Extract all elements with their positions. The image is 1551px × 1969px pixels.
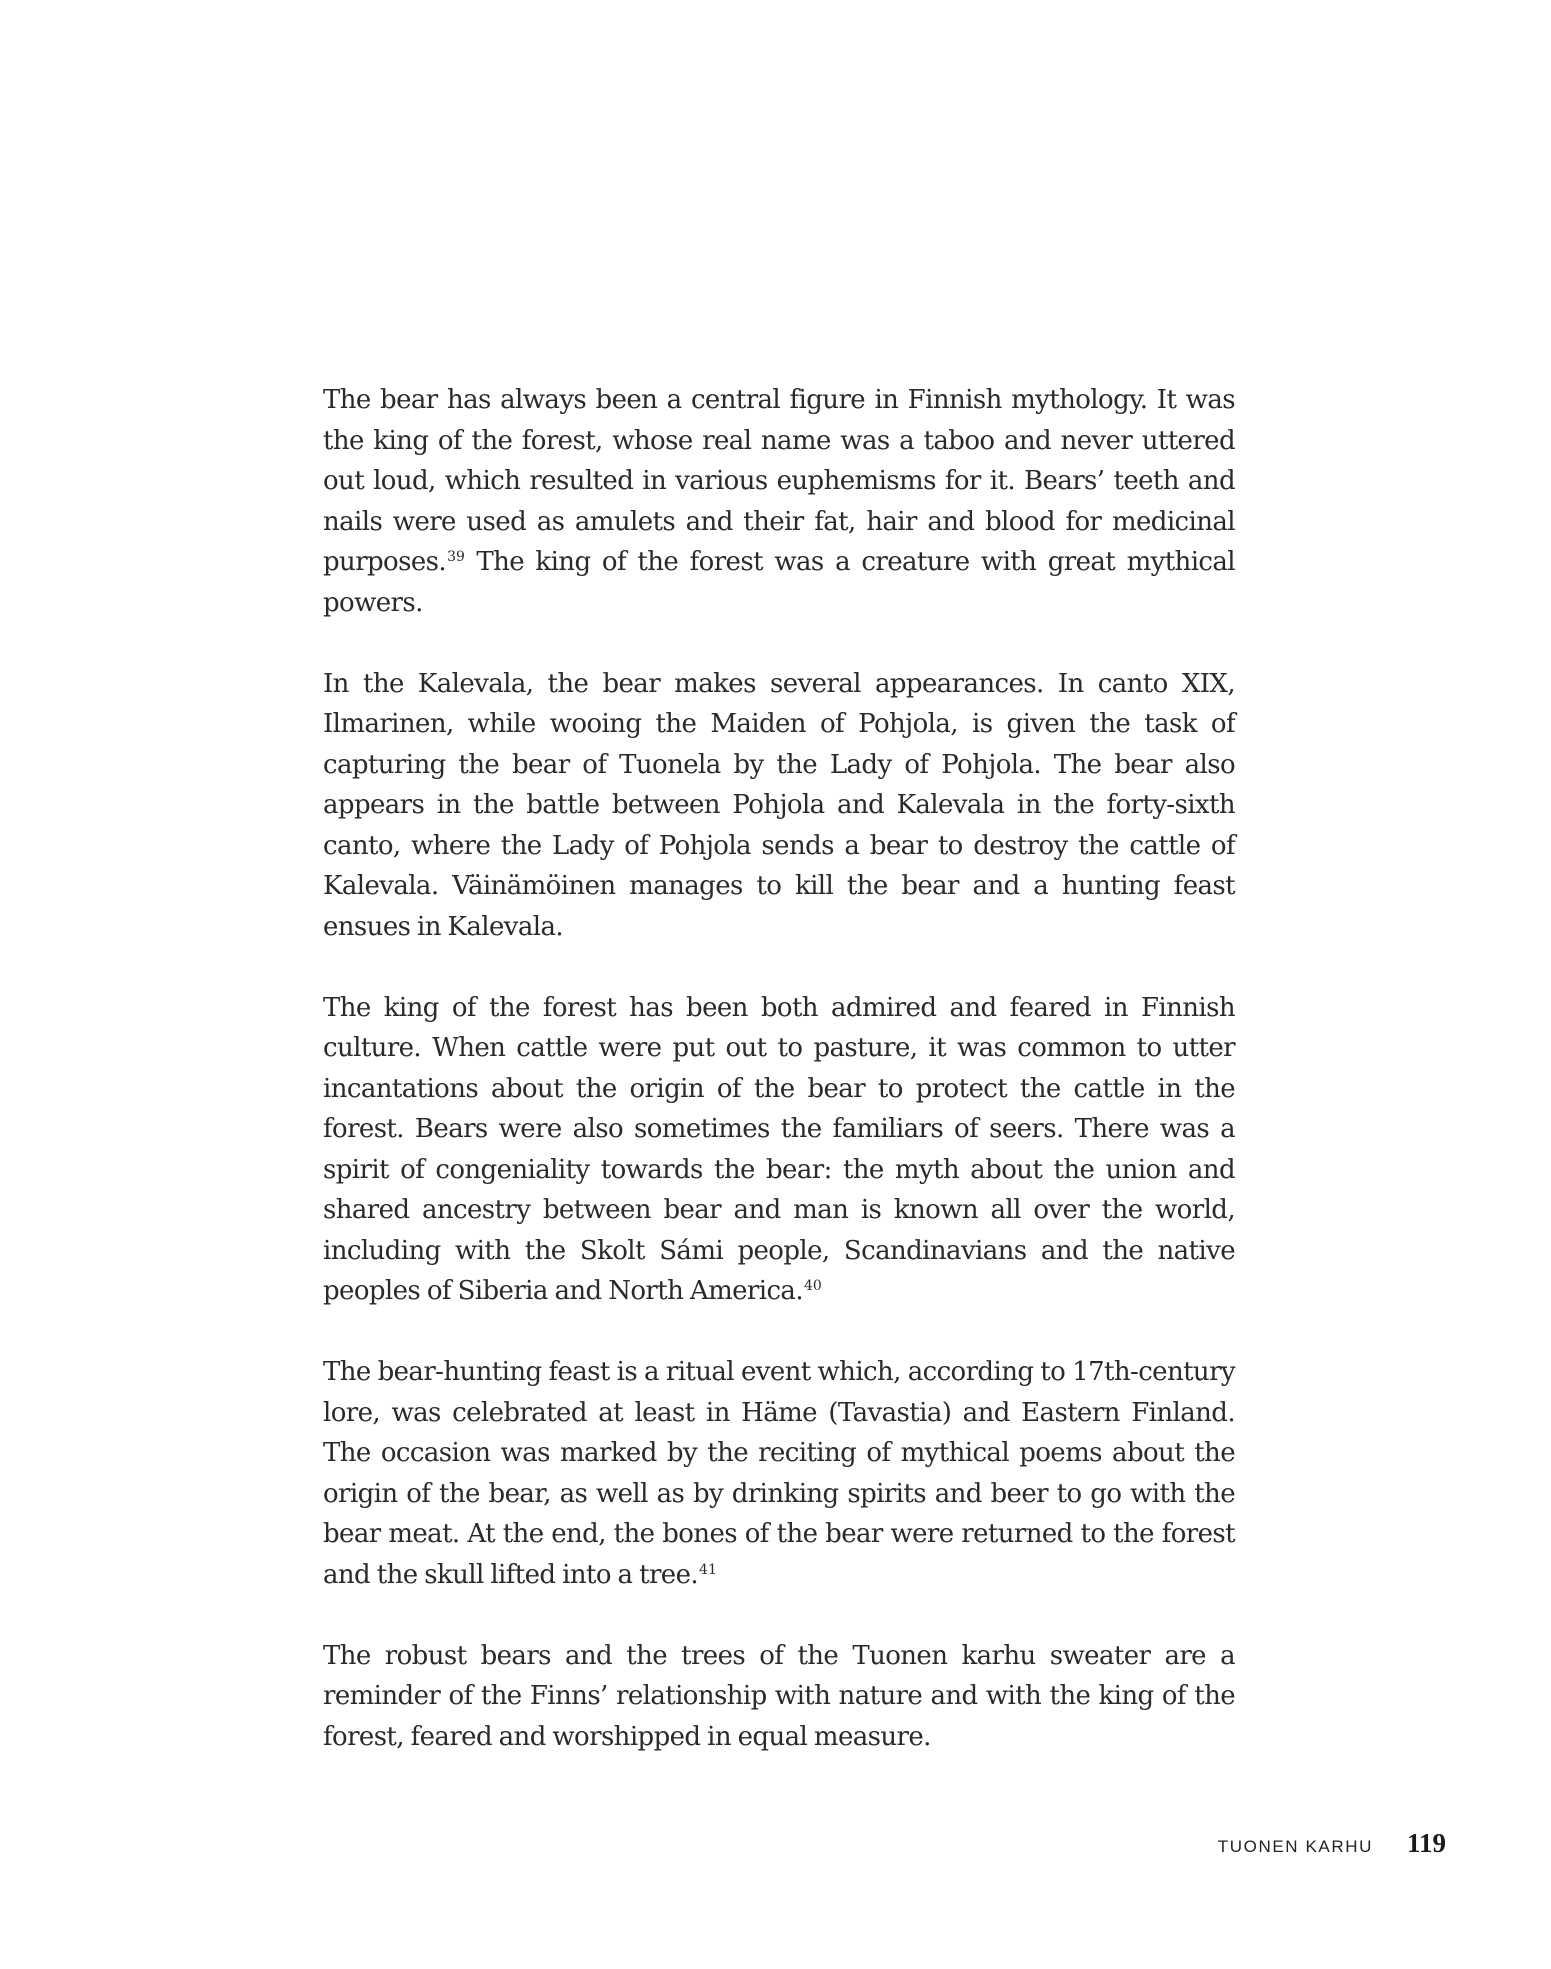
paragraph-bear-hunting-feast	[323, 1352, 1235, 1595]
footnote-ref-39: 39	[447, 549, 465, 565]
body-text	[323, 380, 1235, 1757]
page-footer	[1218, 1828, 1446, 1859]
paragraph-text: The bear-hunting feast is a ritual event which, according to 17th-century lore, was celebrated at least in Häme (Tavastia) and Eastern Finland. The occasion was marked by the reciting of mythical poems about the origin of the bear, as well as by drinking spirits and beer to go with the bear meat. At the end, the bones of the bear were returned to the forest and the skull lifted into a tree.	[323, 1357, 1235, 1590]
paragraph-admired-and-feared	[323, 988, 1235, 1312]
paragraph-kalevala	[323, 664, 1235, 948]
paragraph-text: The bear has always been a central figure in Finnish mythology. It was the king of the forest, whose real name was a taboo and never uttered out loud, which resulted in various euphemisms for it. Bears’ teeth and nails were used as amulets and their fat, hair and blood for medicinal purposes.	[323, 385, 1235, 577]
paragraph-text: The king of the forest has been both admired and feared in Finnish culture. When cattle were put out to pasture, it was common to utter incantations about the origin of the bear to protect the cattle in the forest. Bears were also sometimes the familiars of seers. There was a spirit of congeniality towards the bear: the myth about the union and shared ancestry between bear and man is known all over the world, including with the Skolt Sámi people, Scandinavians and the native peoples of Siberia and North America.	[323, 992, 1235, 1306]
paragraph-text: The robust bears and the trees of the Tuonen karhu sweater are a reminder of the Finns’ relationship with nature and with the king of the forest, feared and worshipped in equal measure.	[323, 1640, 1235, 1752]
footnote-ref-41: 41	[699, 1561, 717, 1578]
paragraph-text-continued: The king of the forest was a creature with great mythical powers.	[323, 547, 1235, 618]
page-number: 119	[1406, 1828, 1446, 1858]
paragraph-text: In the Kalevala, the bear makes several appearances. In canto XIX, Ilmarinen, while wooing the Maiden of Pohjola, is given the task of capturing the bear of Tuonela by the Lady of Pohjola. The bear also appears in the battle between Pohjola and Kalevala in the forty-sixth canto, where the Lady of Pohjola sends a bear to destroy the cattle of Kalevala. Väinämöinen manages to kill the bear and a hunting feast ensues in Kalevala.	[323, 668, 1235, 942]
footnote-ref-40: 40	[803, 1278, 822, 1294]
paragraph-bear-in-mythology	[323, 380, 1235, 623]
paragraph-sweater	[323, 1636, 1235, 1758]
running-head: TUONEN KARHU	[1217, 1837, 1373, 1856]
